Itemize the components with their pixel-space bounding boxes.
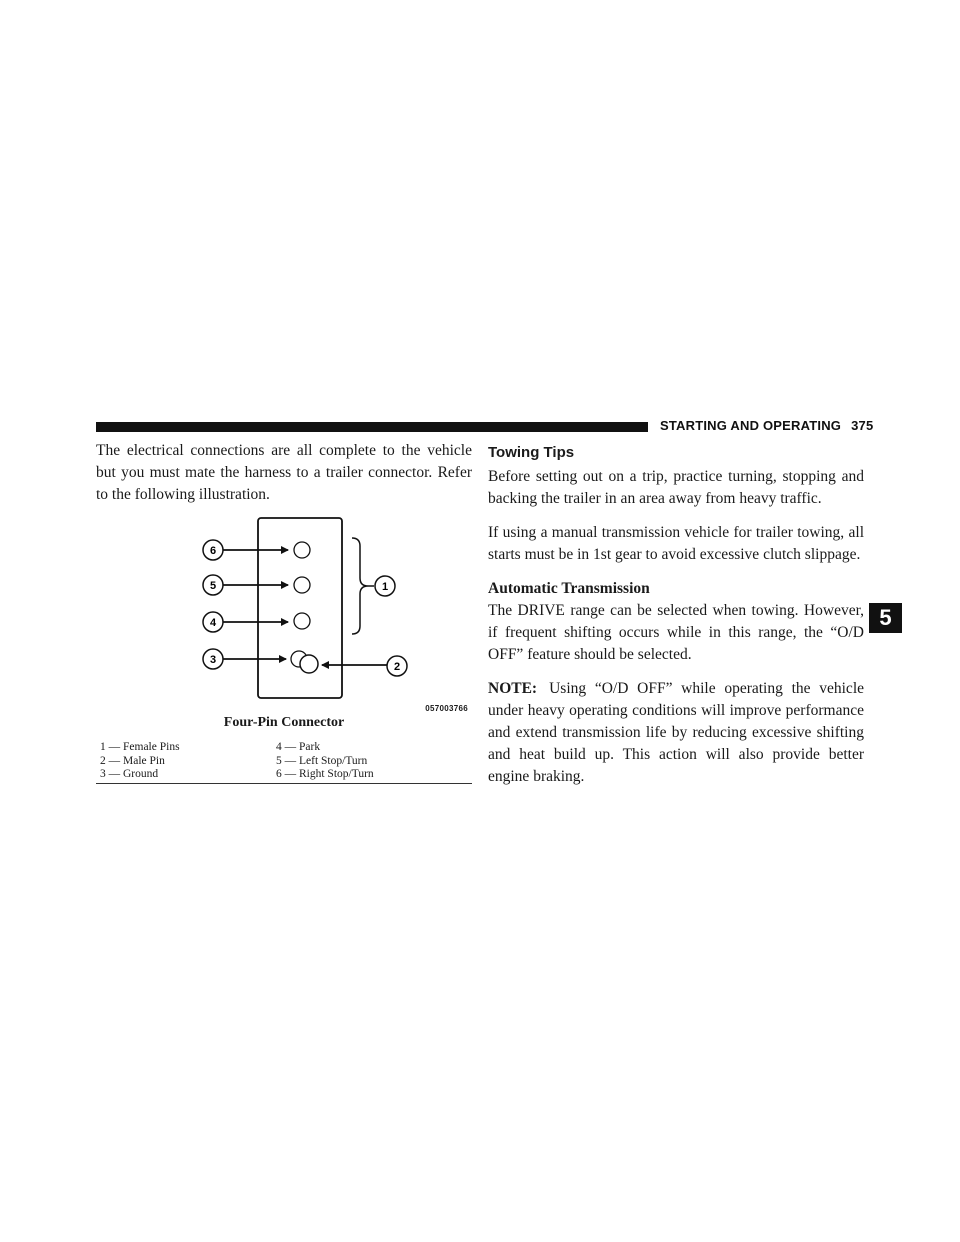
female-pins-bracket <box>352 538 368 634</box>
connector-diagram <box>96 510 472 710</box>
note-label: NOTE: <box>488 680 538 697</box>
section-heading: Towing Tips <box>488 444 575 461</box>
figure-legend <box>100 741 468 782</box>
four-pin-connector-figure <box>96 510 472 780</box>
right-column <box>488 440 864 788</box>
section-title: STARTING AND OPERATING <box>660 418 842 433</box>
legend-item: 2 — Male Pin <box>100 754 165 767</box>
chapter-tab: 5 <box>869 603 902 633</box>
callout-6-label: 6 <box>209 545 217 557</box>
legend-row <box>100 768 468 782</box>
callout-4-label: 4 <box>209 617 217 629</box>
legend-row <box>100 755 468 769</box>
callout-3-label: 3 <box>209 654 217 666</box>
note-paragraph <box>488 678 864 788</box>
callout-2-label: 2 <box>393 661 401 673</box>
page-number: 375 <box>851 418 874 433</box>
callout-1-label: 1 <box>381 581 389 593</box>
running-header <box>660 418 873 433</box>
pin-socket-4 <box>294 613 310 629</box>
legend-row <box>100 741 468 755</box>
paragraph: Before setting out on a trip, practice turning, stopping and backing the trailer in an area away from heavy traffic. <box>488 468 864 507</box>
image-code: 057003766 <box>425 704 468 713</box>
left-column <box>96 440 472 506</box>
intro-paragraph: The electrical connections are all complete to the vehicle but you must mate the harness to a trailer connector. Refer to the following illustration. <box>96 442 472 503</box>
legend-item: 1 — Female Pins <box>100 741 180 753</box>
callout-5-label: 5 <box>209 580 217 592</box>
figure-caption: Four-Pin Connector <box>223 715 345 730</box>
header-rule <box>96 422 648 432</box>
legend-item: 6 — Right Stop/Turn <box>276 768 374 780</box>
legend-item: 4 — Park <box>276 741 321 753</box>
figure-bottom-rule <box>96 783 472 784</box>
male-pin <box>300 655 318 673</box>
paragraph: If using a manual transmission vehicle for trailer towing, all starts must be in 1st gear to avoid excessive clutch slippage. <box>488 524 864 563</box>
note-text: Using “O/D OFF” while operating the vehicle under heavy operating conditions will improve performance and extend transmission life by reducing excessive shifting and heat build up. This action will also provide better engine braking. <box>488 680 864 785</box>
pin-socket-6 <box>294 542 310 558</box>
paragraph: The DRIVE range can be selected when towing. However, if frequent shifting occurs while in this range, the “O/D OFF” feature should be selected. <box>488 602 864 663</box>
legend-item: 3 — Ground <box>100 768 159 780</box>
subheading: Automatic Transmission <box>488 580 650 597</box>
pin-socket-5 <box>294 577 310 593</box>
legend-item: 5 — Left Stop/Turn <box>276 754 368 767</box>
